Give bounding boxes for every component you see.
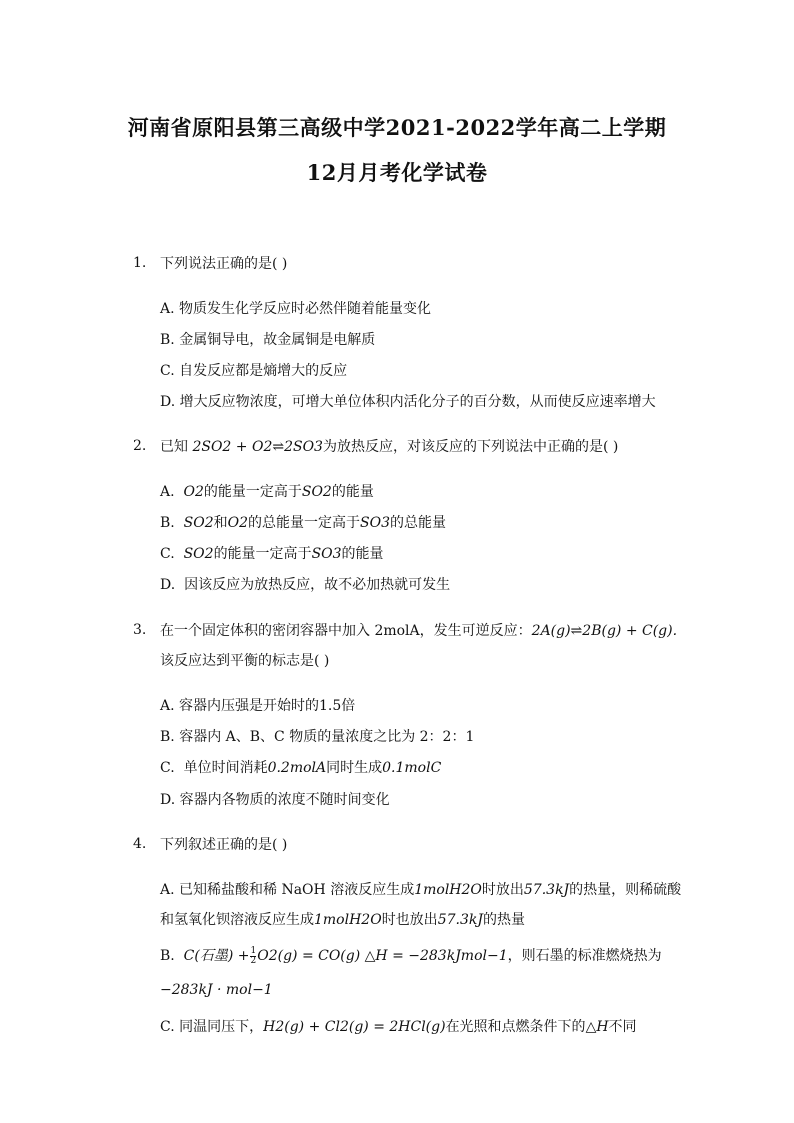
reaction-equation: 2SO2 + O2⇌2SO3 [192, 439, 323, 455]
question-number: 4. [133, 836, 147, 852]
option-c: C. 自发反应都是熵增大的反应 [160, 363, 348, 379]
option-b: B. SO2和O2的总能量一定高于SO3的总能量 [160, 515, 447, 531]
stem-text: 为放热反应，对该反应的下列说法中正确的是( ) [322, 439, 619, 455]
option-d: D. 容器内各物质的浓度不随时间变化 [160, 792, 390, 808]
option-a: A. 物质发生化学反应时必然伴随着能量变化 [160, 301, 432, 317]
option-c: C. 单位时间消耗0.2molA同时生成0.1molC [160, 760, 442, 776]
option-b: B. 金属铜导电，故金属铜是电解质 [160, 332, 376, 348]
question-stem: 在一个固定体积的密闭容器中加入 2molA，发生可逆反应：2A(g)⇌2B(g) + C(g). [160, 623, 678, 639]
stem-text: 已知 [160, 439, 193, 455]
option-d: D. 因该反应为放热反应，故不必加热就可发生 [160, 577, 451, 593]
question-number: 2. [133, 438, 147, 454]
reaction-equation: 2A(g)⇌2B(g) + C(g). [531, 623, 678, 639]
option-c: C. 同温同压下，H2(g) + Cl2(g) = 2HCl(g)在光照和点燃条件下的△H不同 [160, 1019, 637, 1035]
option-a: A. O2的能量一定高于SO2的能量 [160, 484, 374, 500]
question-number: 1. [133, 255, 147, 271]
document-title-line1: 河南省原阳县第三高级中学2021-2022学年高二上学期 [127, 115, 667, 140]
document-title-line2: 12月月考化学试卷 [306, 160, 488, 185]
question-stem-line2: 该反应达到平衡的标志是( ) [160, 653, 330, 669]
option-b-line2: −283kJ · mol−1 [160, 982, 273, 998]
fraction: $\frac{1}{2}$ [250, 945, 257, 966]
question-stem: 下列叙述正确的是( ) [160, 837, 288, 853]
question-stem: 下列说法正确的是( ) [160, 256, 288, 272]
option-b-line1: B. C(石墨) + $\frac{1}{2}$ O2(g) = CO(g) △H = −283kJmol−1，则石墨的标准燃烧热为 [160, 945, 662, 966]
option-a: A. 容器内压强是开始时的1.5倍 [160, 698, 356, 714]
option-a-line1: A. 已知稀盐酸和稀 NaOH 溶液反应生成1molH2O时放出57.3kJ的热量，则稀硫酸 [160, 882, 682, 898]
option-c: C. SO2的能量一定高于SO3的能量 [160, 546, 384, 562]
option-d: D. 增大反应物浓度，可增大单位体积内活化分子的百分数，从而使反应速率增大 [160, 394, 656, 410]
option-a-line2: 和氢氧化钡溶液反应生成1molH2O时也放出57.3kJ的热量 [160, 912, 525, 928]
question-stem [160, 436, 618, 456]
question-number: 3. [133, 622, 147, 638]
option-b: B. 容器内 A、B、C 物质的量浓度之比为 2：2：1 [160, 729, 475, 745]
